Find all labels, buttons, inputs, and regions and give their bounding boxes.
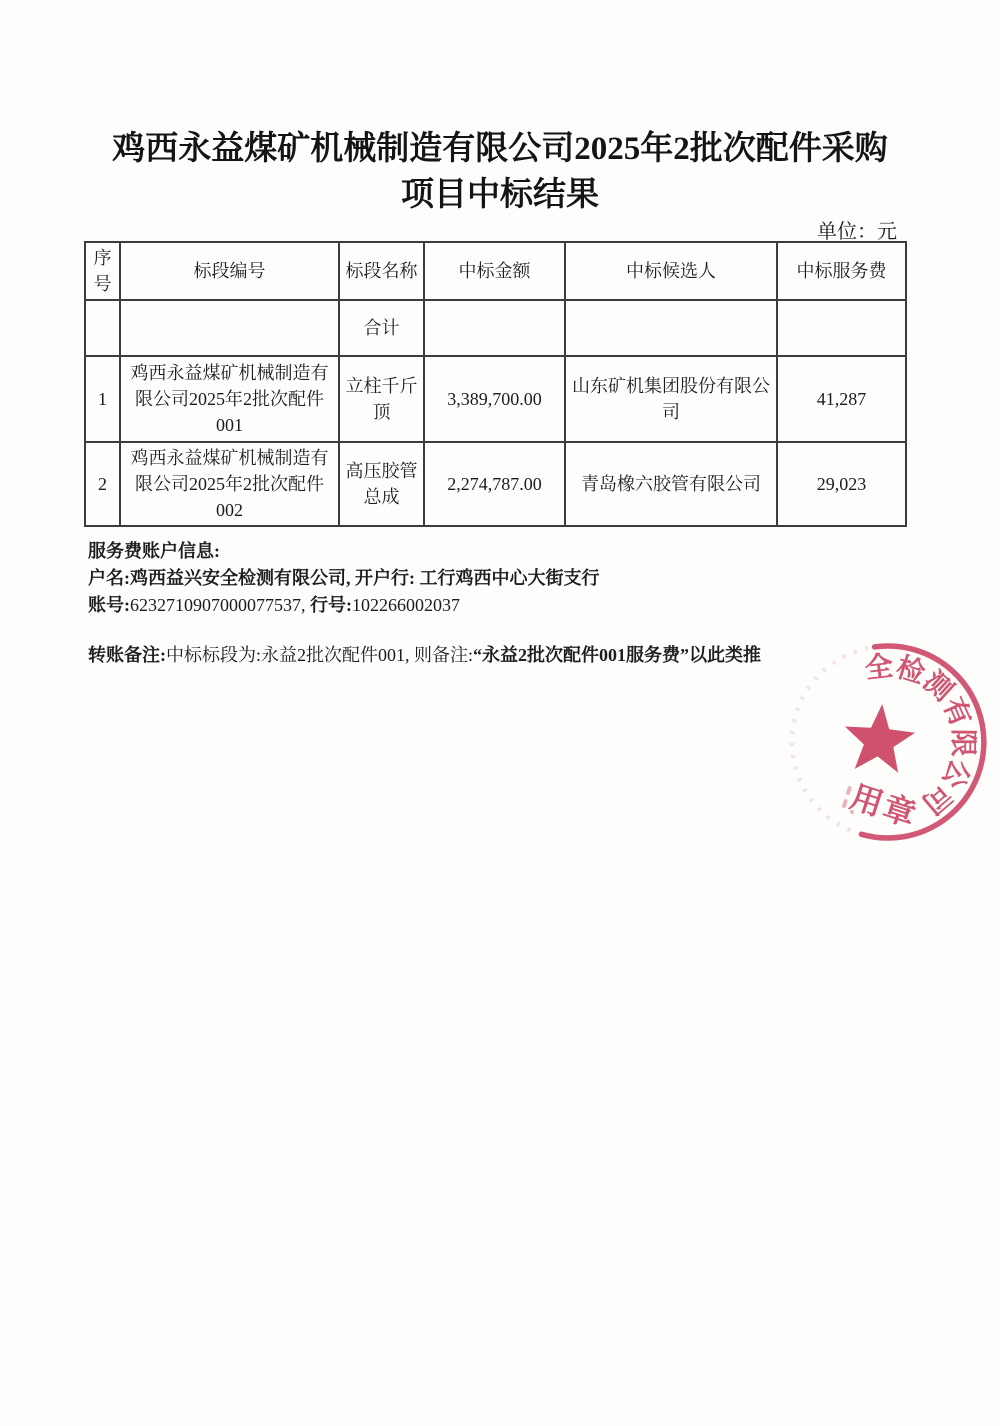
section-name-cell: 高压胶管总成 (339, 442, 424, 526)
document-title-line2: 项目中标结果 (401, 177, 599, 213)
empty-cell (120, 300, 339, 356)
header-serial-no: 序号 (85, 242, 120, 300)
transfer-remark-line (88, 642, 761, 669)
table-row (85, 442, 906, 526)
section-name-cell: 立柱千斤顶 (339, 356, 424, 442)
unit-label: 单位：元 (817, 221, 897, 243)
header-winning-candidate: 中标候选人 (565, 242, 777, 300)
bank-code-label: 行号: (310, 595, 352, 615)
service-fee-cell: 29,023 (777, 442, 906, 526)
winner-cell: 青岛橡六胶管有限公司 (565, 442, 777, 526)
transfer-remark-quoted: “永益2批次配件001服务费” (473, 645, 690, 665)
document-title-line1: 鸡西永益煤矿机械制造有限公司2025年2批次配件采购 (112, 131, 888, 167)
table-total-row (85, 300, 906, 356)
document-title (0, 126, 1000, 218)
empty-cell (85, 300, 120, 356)
empty-cell (777, 300, 906, 356)
transfer-remark-tail: 以此类推 (689, 645, 762, 665)
amount-cell: 2,274,787.00 (424, 442, 565, 526)
seal-arc-text: 全检测有限公司 (863, 651, 979, 820)
header-service-fee: 中标服务费 (777, 242, 906, 300)
winner-cell: 山东矿机集团股份有限公司 (565, 356, 777, 442)
table-row (85, 356, 906, 442)
serial-no-cell: 2 (85, 442, 120, 526)
table-header-row (85, 242, 906, 300)
service-fee-account-heading: 服务费账户信息: (88, 541, 220, 561)
transfer-remark-body: 中标标段为:永益2批次配件001, 则备注: (166, 645, 474, 665)
bank-code-value: 102266002037 (352, 595, 460, 615)
transfer-remark-label: 转账备注: (88, 645, 166, 665)
amount-cell: 3,389,700.00 (424, 356, 565, 442)
account-number-value: 6232710907000077537 (130, 595, 301, 615)
empty-cell (424, 300, 565, 356)
header-section-name: 标段名称 (339, 242, 424, 300)
header-section-code: 标段编号 (120, 242, 339, 300)
section-code-cell: 鸡西永益煤矿机械制造有限公司2025年2批次配件002 (120, 442, 339, 526)
service-fee-cell: 41,287 (777, 356, 906, 442)
section-code-cell: 鸡西永益煤矿机械制造有限公司2025年2批次配件001 (120, 356, 339, 442)
serial-no-cell: 1 (85, 356, 120, 442)
seal-bottom-text: 用章 (846, 778, 922, 834)
account-holder-line: 户名:鸡西益兴安全检测有限公司, 开户行: 工行鸡西中心大街支行 (88, 568, 600, 588)
account-number-label: 账号: (88, 595, 130, 615)
company-seal-stamp (760, 615, 1000, 870)
seal-star-icon (845, 704, 915, 773)
account-number-line (88, 592, 460, 619)
total-label-cell: 合计 (339, 300, 424, 356)
bid-result-table (84, 241, 907, 527)
empty-cell (565, 300, 777, 356)
header-winning-amount: 中标金额 (424, 242, 565, 300)
separator: , (301, 595, 310, 615)
